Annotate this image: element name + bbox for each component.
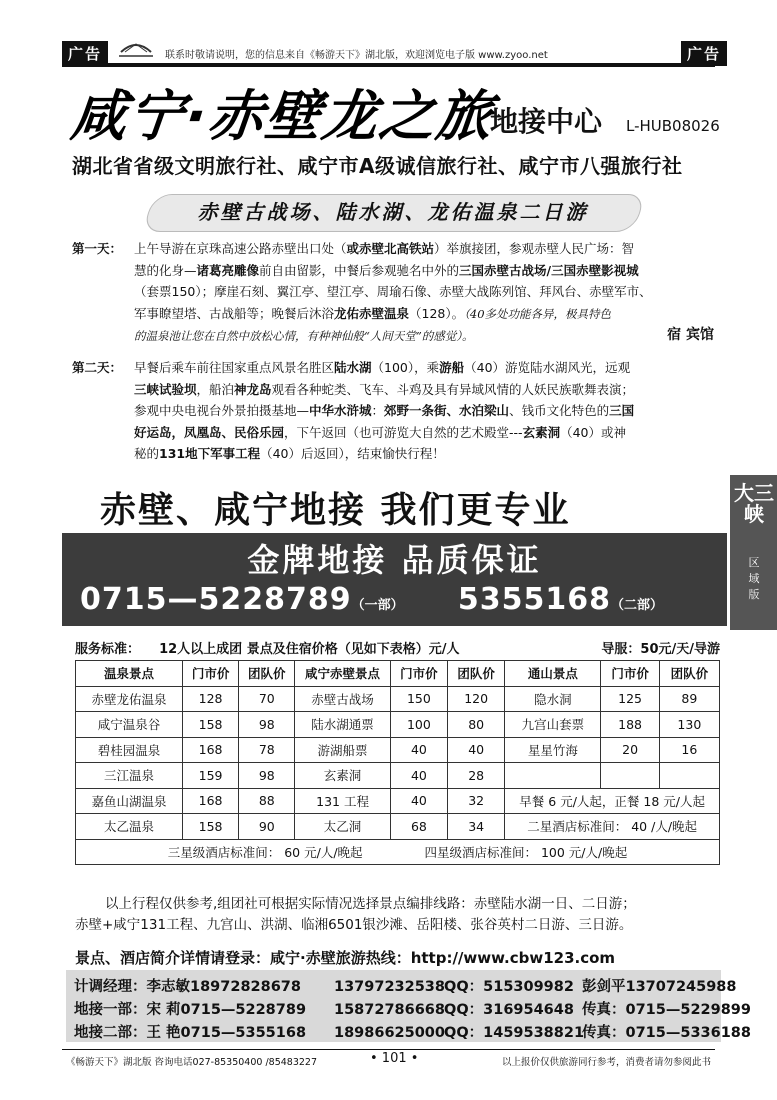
col-header: 团队价 [448, 661, 505, 687]
day1-label: 第一天： [72, 241, 123, 256]
col-header: 温泉景点 [76, 661, 183, 687]
table-row: 三江温泉 159 98 玄素洞 40 28 [76, 763, 720, 789]
day2-line2: 三峡试验坝，船泊神龙岛观看各种蛇类、飞车、斗鸡及具有异域风情的人妖民族歌舞表演； [134, 381, 635, 397]
header-notice: 联系时敬请说明，您的信息来自《畅游天下》湖北版，欢迎浏览电子版 www.zyoo.net [165, 50, 548, 61]
two-star-hotel-price: 二星酒店标准间： 40 /人/晚起 [505, 814, 720, 840]
remark-line2: 赤壁+咸宁131工程、九宫山、洪湖、临湘6501银沙滩、岳阳楼、张谷英村二日游、三日游。 [75, 917, 633, 933]
ad-tag-left: 广告 [62, 41, 108, 66]
day1-line3: （套票150）；摩崖石刻、翼江亭、望江亭、周瑜石像、赤壁大战陈列馆、拜风台、赤壁军市、 [134, 284, 652, 299]
slogan-professional: 赤壁、咸宁地接 我们更专业 [100, 490, 571, 531]
ad-tag-right: 广告 [681, 41, 727, 66]
col-header: 门市价 [601, 661, 659, 687]
day2-line3: 参观中央电视台外景拍摄基地—中华水浒城：郊野一条街、水泊梁山、钱币文化特色的三国 [134, 403, 635, 418]
remark-line1: 以上行程仅供参考,组团社可根据实际情况选择景点编排线路：赤壁陆水湖一日、二日游； [105, 896, 636, 912]
day1-line2: 慧的化身—诸葛亮雕像前自由留影，中餐后参观驰名中外的三国赤壁古战场/三国赤壁影视城 [134, 262, 639, 278]
magazine-logo-icon [117, 38, 155, 60]
day1-hotel: 宿 宾馆 [667, 327, 714, 343]
service-standard [75, 638, 720, 657]
three-star-hotel-price: 三星级酒店标准间： 60 元/人/晚起 [167, 844, 363, 860]
side-tab-subtitle: 区 域 版 [748, 556, 760, 601]
top-rule [62, 63, 715, 67]
table-row: 嘉鱼山湖温泉 168 88 131 工程 40 32 早餐 6 元/人起，正餐 18 元/人起 [76, 788, 720, 814]
footer-right: 以上报价仅供旅游同行参考，消费者请勿参阅此书 [501, 1057, 711, 1068]
page-number: • 101 • [370, 1051, 419, 1066]
col-header: 团队价 [659, 661, 719, 687]
region-side-tab [730, 475, 777, 630]
meal-price-note: 早餐 6 元/人起，正餐 18 元/人起 [505, 788, 720, 814]
guide-fee: 导服：50元/天/导游 [601, 642, 720, 657]
phone-dept2-label: （二部） [610, 598, 663, 613]
phone-dept1-label: （一部） [351, 598, 404, 613]
day1-line4: 军事瞭望塔、古战船等；晚餐后沐浴龙佑赤壁温泉（128）。（40多处功能各异，极具特色 [134, 305, 612, 321]
contact-row: 计调经理：李志敏18972828678 13797232538QQ：515309982 彭剑平13707245988 [74, 979, 737, 995]
contacts-box [66, 970, 751, 1042]
col-header: 团队价 [239, 661, 295, 687]
side-tab-title: 大三峡 [734, 481, 774, 526]
license-number: L-HUB08026 [626, 117, 720, 135]
itinerary-day2 [72, 357, 712, 469]
col-header: 门市价 [182, 661, 238, 687]
table-row: 碧桂园温泉 168 78 游湖船票 40 40 星星竹海 20 16 [76, 737, 720, 763]
table-row: 赤壁龙佑温泉 128 70 赤壁古战场 150 120 隐水洞 125 89 [76, 686, 720, 712]
table-row: 咸宁温泉谷 158 98 陆水湖通票 100 80 九宫山套票 188 130 [76, 712, 720, 738]
service-label: 服务标准： [75, 642, 141, 657]
phone-dept1: 0715—5228789 [80, 582, 352, 617]
col-header: 通山景点 [505, 661, 601, 687]
table-header-row [76, 661, 720, 687]
day2-label: 第二天： [72, 360, 123, 375]
hotel-prices [76, 839, 720, 865]
day2-line5: 秘的131地下军事工程（40）后返回），结束愉快行程！ [134, 446, 445, 461]
contact-row: 地接一部：宋 莉0715—5228789 15872786668QQ：316954648 传真：0715—5229899 [74, 1002, 751, 1018]
footer-rule [62, 1049, 715, 1050]
website-line: 景点、酒店简介详情请登录：咸宁·赤壁旅游热线：http://www.cbw123.com [75, 949, 616, 967]
phone-dept2: 5355168 [457, 582, 611, 617]
itinerary-day1 [72, 238, 712, 348]
col-header: 门市价 [390, 661, 447, 687]
agency-tagline: 湖北省省级文明旅行社、咸宁市A级诚信旅行社、咸宁市八强旅行社 [72, 154, 683, 178]
day1-line1: 上午导游在京珠高速公路赤壁出口处（或赤壁北高铁站）举旗接团，参观赤壁人民广场：智 [134, 241, 635, 256]
service-text: 12人以上成团 景点及住宿价格（见如下表格）元/人 [159, 642, 460, 657]
day2-line4: 好运岛，凤凰岛、民俗乐园，下午返回（也可游览大自然的艺术殿堂---玄素洞（40）或神 [134, 424, 626, 440]
day1-line5: 的温泉池让您在自然中放松心情，有种神仙般“人间天堂”的感觉）。 宿 宾馆 [134, 325, 714, 348]
table-row: 太乙温泉 158 90 太乙洞 68 34 二星酒店标准间： 40 /人/晚起 [76, 814, 720, 840]
footer-left: 《畅游天下》湖北版 咨询电话027-85350400 /85483227 [66, 1057, 318, 1068]
slogan-quality: 金牌地接 品质保证 [247, 541, 542, 579]
col-header: 咸宁赤壁景点 [295, 661, 390, 687]
hotline-phones [80, 582, 663, 617]
contact-row: 地接二部：王 艳0715—5355168 18986625000QQ：1459538821传真：0715—5336188 [74, 1025, 751, 1041]
route-banner-title: 赤壁古战场、陆水湖、龙佑温泉二日游 [197, 200, 589, 224]
table-row-hotels [76, 839, 720, 865]
agency-title: 咸宁·赤壁龙之旅 [68, 84, 497, 148]
price-table [75, 660, 720, 865]
four-star-hotel-price: 四星级酒店标准间： 100 元/人/晚起 [424, 844, 628, 860]
agency-subtitle: 地接中心 [490, 105, 603, 138]
day2-line1: 早餐后乘车前往国家重点风景名胜区陆水湖（100），乘游船（40）游览陆水湖风光，远观 [134, 360, 631, 375]
